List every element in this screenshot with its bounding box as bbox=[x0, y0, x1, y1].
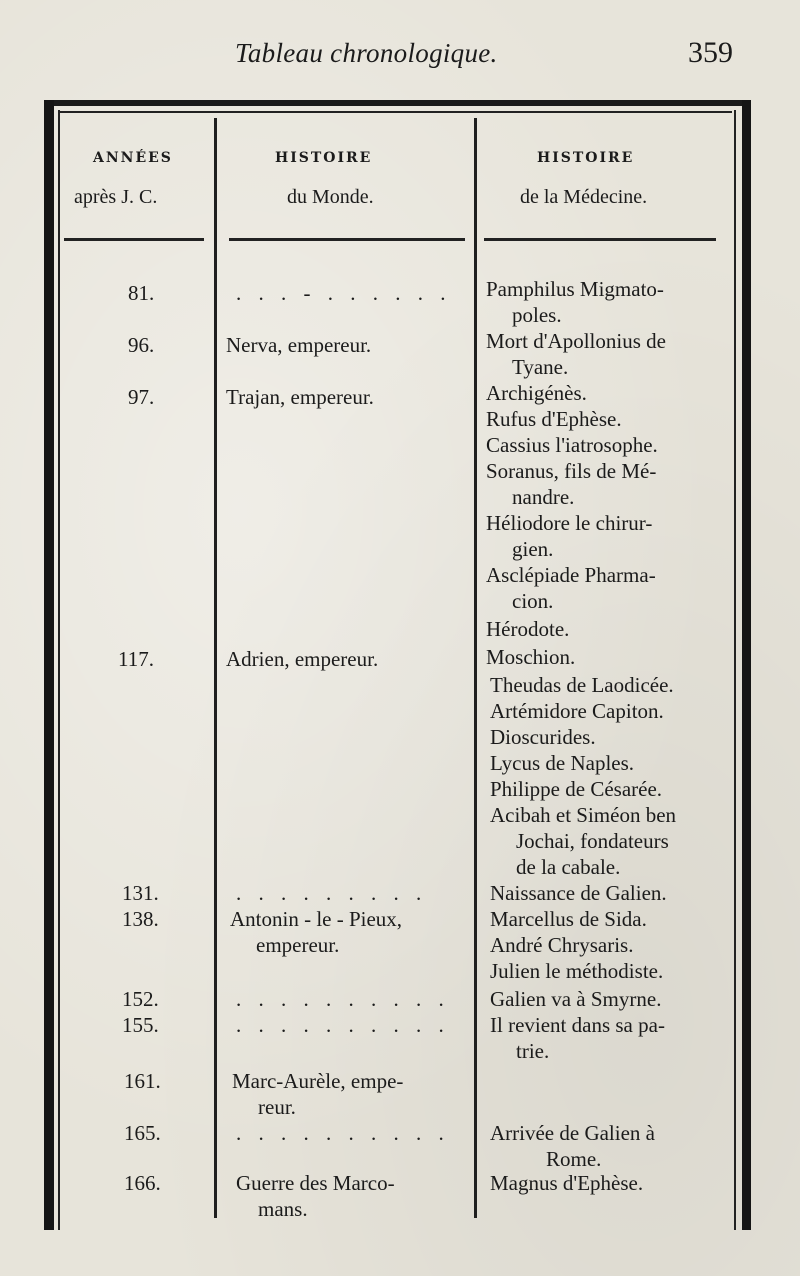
year-cell: 97. bbox=[128, 385, 155, 409]
column-rule-1 bbox=[214, 118, 217, 1218]
medicine-cell: cion. bbox=[512, 589, 554, 613]
medicine-cell: Dioscurides. bbox=[490, 725, 596, 749]
year-cell: 131. bbox=[122, 881, 159, 905]
medicine-cell: nandre. bbox=[512, 485, 575, 509]
header-world-sub: du Monde. bbox=[287, 186, 374, 208]
world-cell: . . . . . . . . . . bbox=[236, 1121, 450, 1145]
medicine-cell: trie. bbox=[516, 1039, 550, 1063]
medicine-cell: Galien va à Smyrne. bbox=[490, 987, 662, 1011]
world-cell: mans. bbox=[258, 1197, 308, 1221]
year-cell: 166. bbox=[124, 1171, 161, 1195]
frame-left-thin-rule bbox=[58, 110, 60, 1230]
world-cell: Trajan, empereur. bbox=[226, 385, 374, 409]
year-cell: 138. bbox=[122, 907, 159, 931]
world-cell: . . . . . . . . . bbox=[236, 881, 428, 905]
medicine-cell: Lycus de Naples. bbox=[490, 751, 635, 775]
header-rule-years bbox=[64, 238, 204, 241]
medicine-cell: Julien le méthodiste. bbox=[490, 959, 664, 983]
medicine-cell: Rufus d'Ephèse. bbox=[486, 407, 622, 431]
year-cell: 81. bbox=[128, 281, 155, 305]
page-number: 359 bbox=[688, 36, 733, 69]
header-world-caps: HISTOIRE bbox=[275, 150, 373, 166]
header-medicine-caps: HISTOIRE bbox=[537, 150, 635, 166]
running-title: Tableau chronologique. bbox=[235, 38, 498, 68]
header-rule-world bbox=[229, 238, 465, 241]
frame-top-rule bbox=[44, 100, 750, 106]
medicine-cell: Theudas de Laodicée. bbox=[490, 673, 674, 697]
world-cell: Nerva, empereur. bbox=[226, 333, 372, 357]
frame-top-thin-rule bbox=[60, 111, 732, 113]
medicine-cell: Philippe de Césarée. bbox=[490, 777, 663, 801]
world-cell: . . . - . . . . . . bbox=[236, 281, 452, 305]
year-cell: 165. bbox=[124, 1121, 161, 1145]
header-years-sub: après J. C. bbox=[74, 186, 158, 208]
medicine-cell: Marcellus de Sida. bbox=[490, 907, 647, 931]
medicine-cell: Archigénès. bbox=[486, 381, 587, 405]
header-years-caps: ANNÉES bbox=[93, 150, 173, 166]
medicine-cell: Héliodore le chirur- bbox=[486, 511, 653, 535]
medicine-cell: Asclépiade Pharma- bbox=[486, 563, 656, 587]
header-medicine-sub: de la Médecine. bbox=[520, 186, 648, 208]
frame-right-thin-rule bbox=[734, 110, 736, 1230]
medicine-cell: Cassius l'iatrosophe. bbox=[486, 433, 658, 457]
year-cell: 155. bbox=[122, 1013, 159, 1037]
medicine-cell: Naissance de Galien. bbox=[490, 881, 667, 905]
medicine-cell: Magnus d'Ephèse. bbox=[490, 1171, 644, 1195]
medicine-cell: gien. bbox=[512, 537, 554, 561]
medicine-cell: Pamphilus Migmato- bbox=[486, 277, 664, 301]
header-rule-medicine bbox=[484, 238, 716, 241]
medicine-cell: Arrivée de Galien à bbox=[490, 1121, 655, 1145]
world-cell: . . . . . . . . . . bbox=[236, 1013, 450, 1037]
frame-left-rule bbox=[44, 100, 54, 1230]
frame-right-rule bbox=[742, 100, 751, 1230]
world-cell: Marc-Aurèle, empe- bbox=[232, 1069, 404, 1093]
medicine-cell: poles. bbox=[512, 303, 562, 327]
medicine-cell: Moschion. bbox=[486, 645, 576, 669]
medicine-cell: de la cabale. bbox=[516, 855, 621, 879]
medicine-cell: Hérodote. bbox=[486, 617, 570, 641]
world-cell: reur. bbox=[258, 1095, 296, 1119]
world-cell: Antonin - le - Pieux, bbox=[230, 907, 403, 931]
year-cell: 161. bbox=[124, 1069, 161, 1093]
year-cell: 117. bbox=[118, 647, 154, 671]
medicine-cell: Il revient dans sa pa- bbox=[490, 1013, 665, 1037]
world-cell: Adrien, empereur. bbox=[226, 647, 379, 671]
year-cell: 96. bbox=[128, 333, 155, 357]
medicine-cell: Acibah et Siméon ben bbox=[490, 803, 677, 827]
medicine-cell: André Chrysaris. bbox=[490, 933, 634, 957]
medicine-cell: Mort d'Apollonius de bbox=[486, 329, 666, 353]
medicine-cell: Soranus, fils de Mé- bbox=[486, 459, 657, 483]
world-cell: . . . . . . . . . . bbox=[236, 987, 450, 1011]
world-cell: Guerre des Marco- bbox=[236, 1171, 395, 1195]
medicine-cell: Jochai, fondateurs bbox=[516, 829, 669, 853]
year-cell: 152. bbox=[122, 987, 159, 1011]
medicine-cell: Rome. bbox=[546, 1147, 602, 1171]
medicine-cell: Artémidore Capiton. bbox=[490, 699, 664, 723]
world-cell: empereur. bbox=[256, 933, 340, 957]
medicine-cell: Tyane. bbox=[512, 355, 569, 379]
column-rule-2 bbox=[474, 118, 477, 1218]
